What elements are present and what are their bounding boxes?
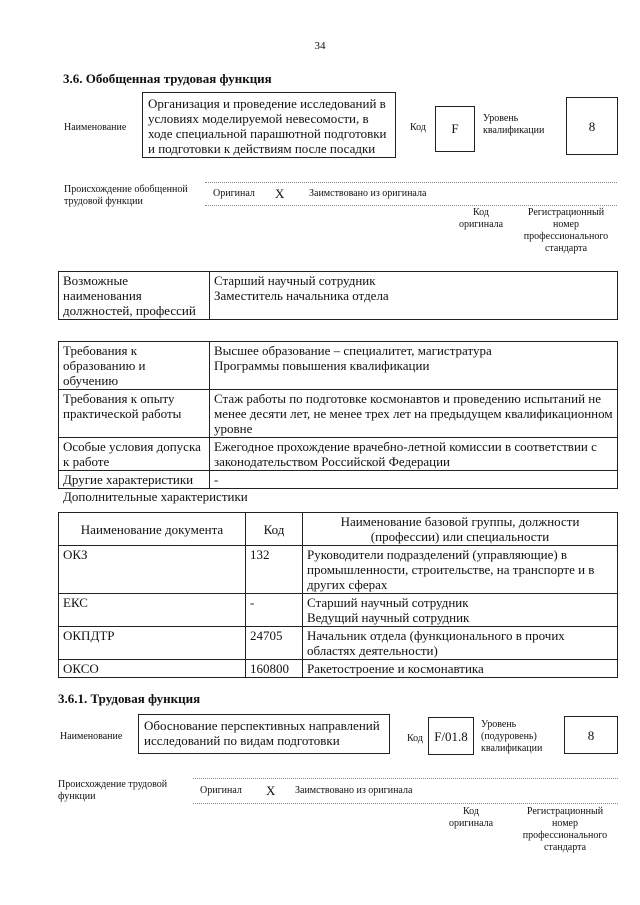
name-line: ходе специальной парашютной подготовки xyxy=(148,126,387,141)
value-line: Заместитель начальника отдела xyxy=(214,288,389,303)
caption-line: номер xyxy=(553,219,579,230)
label-line: практической работы xyxy=(63,406,182,421)
value-line: Стаж работы по подготовке космонавтов и проведению испытаний не xyxy=(214,391,601,406)
requirement-value xyxy=(210,438,618,471)
caption-line: номер xyxy=(552,818,578,829)
header-name xyxy=(303,513,618,546)
level-box xyxy=(564,716,618,754)
origin-label-line: трудовой функции xyxy=(64,196,143,207)
row-code: 132 xyxy=(246,546,303,594)
positions-label xyxy=(59,272,210,320)
header-line: Наименование базовой группы, должности xyxy=(340,514,580,529)
code-original-label xyxy=(436,806,506,830)
header-line: (профессии) или специальности xyxy=(370,529,550,544)
caption-line: оригинала xyxy=(448,818,494,829)
label-line: должностей, профессий xyxy=(63,303,196,318)
caption-line: Регистрационный xyxy=(527,207,605,218)
table-row xyxy=(59,471,618,489)
name-line: промышленности, строительстве, на транспорте и в xyxy=(307,562,595,577)
positions-table xyxy=(58,271,618,320)
label-line: обучению xyxy=(63,373,119,388)
origin-original: Оригинал xyxy=(200,785,242,796)
requirement-label xyxy=(59,342,210,390)
value-line: Старший научный сотрудник xyxy=(214,273,376,288)
caption-line: Код xyxy=(473,207,489,218)
name-line: Ракетостроение и космонавтика xyxy=(307,661,484,676)
code-original-label xyxy=(446,207,516,231)
name-label: Наименование xyxy=(60,731,123,742)
origin-mark: X xyxy=(275,186,285,201)
value-line: - xyxy=(214,472,219,487)
additional-table xyxy=(58,512,618,678)
caption-line: оригинала xyxy=(458,219,504,230)
origin-top-border xyxy=(205,182,617,183)
name-line: Старший научный сотрудник xyxy=(307,595,469,610)
caption-line: стандарта xyxy=(544,243,588,254)
name-line: Руководители подразделений (управляющие) в xyxy=(307,547,568,562)
name-line: Обоснование перспективных направлений xyxy=(144,718,380,733)
level-label xyxy=(483,113,544,137)
label-line: Другие характеристики xyxy=(63,472,194,487)
origin-label xyxy=(64,184,188,208)
label-line: Требования к xyxy=(63,343,138,358)
label-line: к работе xyxy=(63,454,110,469)
code-value: F xyxy=(451,121,459,136)
origin-bottom-border xyxy=(205,205,617,206)
table-row xyxy=(59,342,618,390)
table-row xyxy=(59,390,618,438)
reg-number-label xyxy=(514,207,618,255)
code-label: Код xyxy=(410,122,426,133)
value-line: Высшее образование – специалитет, магистратура xyxy=(214,343,492,358)
origin-label-line: Происхождение трудовой xyxy=(58,779,168,790)
additional-title: Дополнительные характеристики xyxy=(63,489,248,504)
caption-line: Код xyxy=(463,806,479,817)
requirement-value xyxy=(210,390,618,438)
origin-bottom-border xyxy=(193,803,618,804)
name-line: Организация и проведение исследований в xyxy=(148,96,386,111)
origin-mark: X xyxy=(266,783,276,798)
table-row xyxy=(59,272,618,320)
code-box xyxy=(435,106,475,152)
row-doc: ЕКС xyxy=(59,594,246,627)
code-value: F/01.8 xyxy=(434,729,468,744)
name-line: областях деятельности) xyxy=(307,643,438,658)
requirement-label xyxy=(59,471,210,489)
label-line: Требования к опыту xyxy=(63,391,175,406)
generalized-function-name xyxy=(142,92,396,158)
row-name xyxy=(303,546,618,594)
origin-label xyxy=(58,779,167,803)
name-line: Начальник отдела (функционального в прочих xyxy=(307,628,565,643)
table-row xyxy=(59,660,618,678)
origin-borrowed: Заимствовано из оригинала xyxy=(295,785,413,796)
row-code: - xyxy=(246,594,303,627)
origin-label-line: Происхождение обобщенной xyxy=(64,184,188,195)
row-code: 160800 xyxy=(246,660,303,678)
caption-line: профессионального xyxy=(522,830,608,841)
level-box xyxy=(566,97,618,155)
positions-value xyxy=(210,272,618,320)
name-line: Ведущий научный сотрудник xyxy=(307,610,470,625)
requirement-label xyxy=(59,438,210,471)
header-code: Код xyxy=(246,513,303,546)
level-label xyxy=(481,719,542,755)
origin-label-line: функции xyxy=(58,791,96,802)
level-value: 8 xyxy=(587,728,595,743)
requirement-value xyxy=(210,342,618,390)
level-label-line: Уровень xyxy=(483,113,519,124)
name-line: и подготовки к действиям после посадки xyxy=(148,141,376,156)
level-label-line: (подуровень) xyxy=(481,731,537,742)
labor-function-name xyxy=(138,714,390,754)
section-heading: 3.6. Обобщенная трудовая функция xyxy=(63,71,272,86)
value-line: Программы повышения квалификации xyxy=(214,358,430,373)
code-label: Код xyxy=(407,733,423,744)
requirement-label xyxy=(59,390,210,438)
name-label: Наименование xyxy=(64,122,127,133)
row-doc: ОКЗ xyxy=(59,546,246,594)
row-name xyxy=(303,594,618,627)
origin-original: Оригинал xyxy=(213,188,255,199)
level-label-line: квалификации xyxy=(483,125,545,136)
table-row xyxy=(59,627,618,660)
table-row xyxy=(59,546,618,594)
origin-borrowed: Заимствовано из оригинала xyxy=(309,188,427,199)
label-line: образованию и xyxy=(63,358,146,373)
level-label-line: квалификации xyxy=(481,743,543,754)
label-line: наименования xyxy=(63,288,142,303)
caption-line: стандарта xyxy=(543,842,587,853)
subsection-heading: 3.6.1. Трудовая функция xyxy=(58,691,201,706)
name-line: условиях моделируемой невесомости, в xyxy=(148,111,369,126)
page-number: 34 xyxy=(314,40,326,52)
name-line: исследований по видам подготовки xyxy=(144,733,340,748)
reg-number-label xyxy=(512,806,618,854)
header-doc: Наименование документа xyxy=(59,513,246,546)
label-line: Особые условия допуска xyxy=(63,439,201,454)
row-doc: ОКПДТР xyxy=(59,627,246,660)
code-box xyxy=(428,717,474,755)
name-line: других сферах xyxy=(307,577,388,592)
level-value: 8 xyxy=(588,119,596,134)
origin-top-border xyxy=(193,778,618,779)
row-code: 24705 xyxy=(246,627,303,660)
caption-line: профессионального xyxy=(523,231,609,242)
table-header-row xyxy=(59,513,618,546)
requirement-value xyxy=(210,471,618,489)
value-line: законодательством Российской Федерации xyxy=(214,454,450,469)
value-line: менее десяти лет, не менее трех лет на предыдущем квалификационном xyxy=(214,406,613,421)
table-row xyxy=(59,438,618,471)
value-line: уровне xyxy=(214,421,253,436)
row-name xyxy=(303,660,618,678)
label-line: Возможные xyxy=(63,273,128,288)
table-row xyxy=(59,594,618,627)
row-name xyxy=(303,627,618,660)
value-line: Ежегодное прохождение врачебно-летной комиссии в соответствии с xyxy=(214,439,597,454)
requirements-table xyxy=(58,341,618,489)
caption-line: Регистрационный xyxy=(526,806,604,817)
level-label-line: Уровень xyxy=(481,719,517,730)
row-doc: ОКСО xyxy=(59,660,246,678)
